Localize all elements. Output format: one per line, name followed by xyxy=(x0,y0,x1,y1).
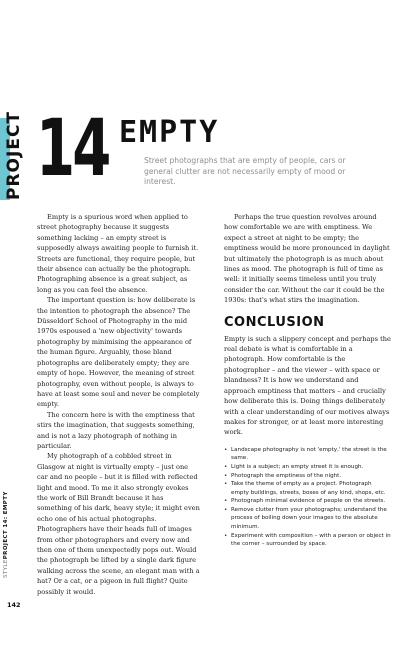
running-head xyxy=(3,491,9,578)
body-paragraph: The important question is: how deliberate is the intention to photograph the absence? The Düsseldorf School of Photography in the mid 1970s espoused a 'new objectivity' towards photography by minimising the appearance of the human figure. Arguably, those bland photographs are deliberately empty; they are empty of hope. However, the meaning of street photography, even without people, is always to have at least some soul and never be completely empty. xyxy=(37,296,200,409)
conclusion-paragraph: Empty is such a slippery concept and perhaps the real debate is what is comfortable in a photograph. How comfortable is the photographer – and the viewer – with space or blandness? It is how we understand and approach emptiness that matters – and crucially how deliberate this is. Doing things deliberately with a clear understanding of our motives always makes for stronger, or at least more interesting work. xyxy=(224,334,391,437)
left-column xyxy=(37,212,200,597)
body-paragraph: Perhaps the true question revolves around how comfortable we are with emptiness. We expect a street at night to be empty; the emptiness would be more pronounced in daylight but ultimately the photograph is as much about lines as mood. The photograph is full of time as well: it initially seems timeless until you truly consider the car. Without the car it could be the 1930s: that's what stirs the imagination. xyxy=(224,213,390,305)
list-item: • Photograph minimal evidence of people on the streets. xyxy=(224,497,391,506)
list-item: • Remove clutter from your photographs; understand the process of boiling down your images to the absolute minimum. xyxy=(224,506,391,532)
body-paragraph: The concern here is with the emptiness that stirs the imagination, that suggests something, and is not a lazy photograph of nothing in particular. xyxy=(37,410,195,450)
list-item: • Light is a subject; an empty street it is enough. xyxy=(224,463,391,472)
page-number: 142 xyxy=(7,601,21,609)
page-title: EMPTY xyxy=(119,115,220,150)
running-head-section: STYLE xyxy=(3,559,9,578)
right-column xyxy=(224,212,391,549)
conclusion-heading: CONCLUSION xyxy=(224,314,325,330)
body-paragraph: My photograph of a cobbled street in Glasgow at night is virtually empty – just one car and no people – but it is filled with reflected light and mood. To me it also strongly evokes the work of Bill Brandt because it has something of his dark, heavy style; it might even echo one of his actual photographs. Photographers have their heads full of images from other photographers and every now and then one of them unexpectedly pops out. Would the photograph be lifted by a single dark figure walking across the scene, an elegant man with a hat? Or a cat, or a pigeon in full flight? Quite possibly it would. xyxy=(37,452,200,596)
list-item: • Experiment with composition – with a person or object in the corner – surrounded by space. xyxy=(224,532,391,549)
tips-list xyxy=(224,446,391,549)
body-paragraph: Empty is a spurious word when applied to street photography because it suggests something lacking – an empty street is supposedly always awaiting people to furnish it. Streets are functional, they require people, but their absence can actually be the photograph. Photographing absence is a great subject, as long as you can feel the absence. xyxy=(37,213,199,294)
project-label: PROJECT xyxy=(4,110,24,200)
list-item: • Photograph the emptiness of the night. xyxy=(224,472,391,481)
project-number: 14 xyxy=(36,104,109,194)
page-subtitle: Street photographs that are empty of people, cars or general clutter are not necessarily empty of mood or interest. xyxy=(144,156,346,186)
list-item: • Take the theme of empty as a project. Photograph empty buildings, streets, boxes of any kind, shops, etc. xyxy=(224,480,391,497)
running-head-chapter: PROJECT 14: EMPTY xyxy=(3,491,9,560)
list-item: • Landscape photography is not 'empty,' the street is the same. xyxy=(224,446,391,463)
